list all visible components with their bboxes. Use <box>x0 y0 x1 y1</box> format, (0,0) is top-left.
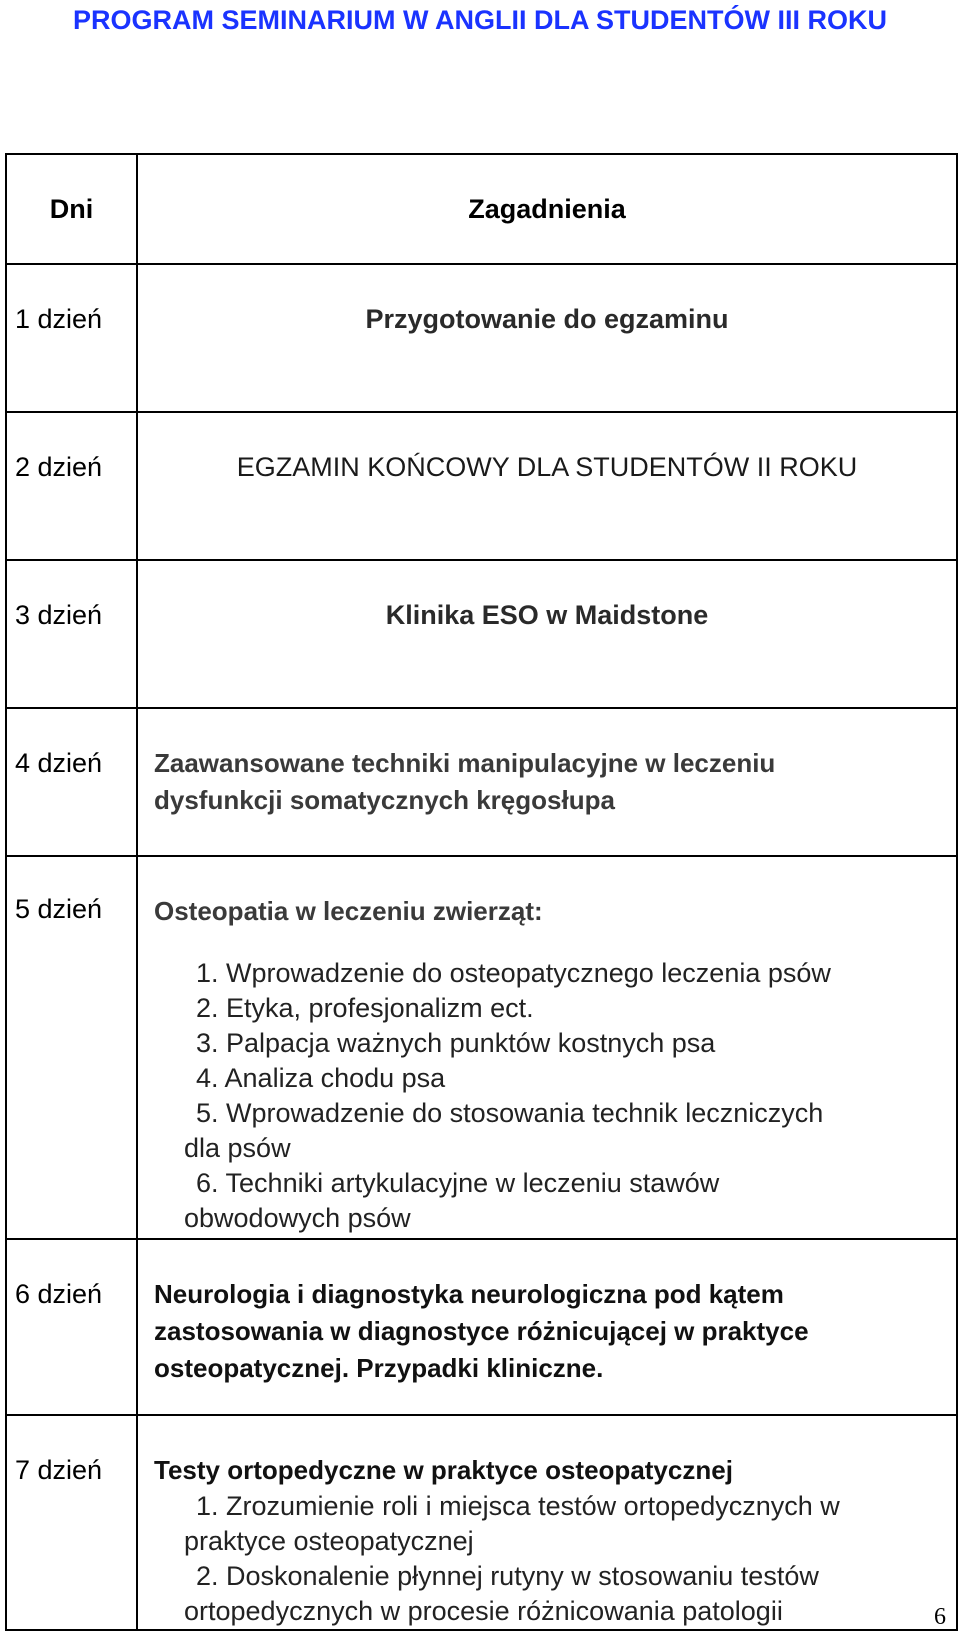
day-cell <box>6 1239 137 1415</box>
topic-list <box>138 956 956 1236</box>
topic-cell <box>137 560 957 708</box>
day-cell <box>6 412 137 560</box>
table-row <box>6 560 957 708</box>
list-item: 4. Analiza chodu psa <box>196 1063 446 1093</box>
day-label: 2 dzień <box>15 452 103 482</box>
header-day <box>6 154 137 264</box>
list-item-continuation: praktyce osteopatycznej <box>184 1526 474 1556</box>
section-heading-text: Testy ortopedyczne w praktyce osteopatycznej <box>154 1455 733 1485</box>
topic-cell <box>137 1239 957 1415</box>
topic-line: zastosowania w diagnostyce różnicującej w praktyce <box>154 1316 809 1346</box>
page-number <box>934 1604 946 1631</box>
day-label: 5 dzień <box>15 894 103 924</box>
list-item: 2. Etyka, profesjonalizm ect. <box>196 993 534 1023</box>
list-item-continuation: dla psów <box>184 1133 291 1163</box>
table-row <box>6 412 957 560</box>
table-row <box>6 856 957 1239</box>
section-heading-text: Osteopatia w leczeniu zwierząt: <box>154 896 543 926</box>
section-heading <box>138 1416 956 1489</box>
header-topic <box>137 154 957 264</box>
day-cell <box>6 264 137 412</box>
topic-line: dysfunkcji somatycznych kręgosłupa <box>154 785 615 815</box>
topic-cell <box>137 708 957 856</box>
topic-line: Neurologia i diagnostyka neurologiczna pod kątem <box>154 1279 784 1309</box>
topic-cell <box>137 264 957 412</box>
day-label: 1 dzień <box>15 304 103 334</box>
topic-cell <box>137 1415 957 1630</box>
day-cell <box>6 708 137 856</box>
topic-cell <box>137 412 957 560</box>
day-cell <box>6 1415 137 1630</box>
header-topic-label: Zagadnienia <box>468 193 626 224</box>
day-label: 4 dzień <box>15 748 103 778</box>
day-label: 6 dzień <box>15 1279 103 1309</box>
schedule-table <box>5 153 958 1631</box>
table-row <box>6 264 957 412</box>
topic-line: osteopatycznej. Przypadki kliniczne. <box>154 1353 604 1383</box>
table-header-row <box>6 154 957 264</box>
list-item-continuation: obwodowych psów <box>184 1203 411 1233</box>
topic-text: EGZAMIN KOŃCOWY DLA STUDENTÓW II ROKU <box>236 452 858 482</box>
topic-line: Zaawansowane techniki manipulacyjne w leczeniu <box>154 748 776 778</box>
table-row <box>6 1239 957 1415</box>
list-item: 1. Wprowadzenie do osteopatycznego leczenia psów <box>196 958 831 988</box>
day-label: 7 dzień <box>15 1455 103 1485</box>
list-item: 6. Techniki artykulacyjne w leczeniu stawów <box>196 1168 720 1198</box>
document-title-text: PROGRAM SEMINARIUM W ANGLII DLA STUDENTÓW III ROKU <box>73 5 887 35</box>
table-row <box>6 1415 957 1630</box>
header-day-label: Dni <box>49 193 94 224</box>
topic-cell <box>137 856 957 1239</box>
day-label: 3 dzień <box>15 600 103 630</box>
table-row <box>6 708 957 856</box>
list-item: 3. Palpacja ważnych punktów kostnych psa <box>196 1028 716 1058</box>
list-item-continuation: ortopedycznych w procesie różnicowania patologii <box>184 1596 783 1626</box>
section-heading <box>138 857 956 930</box>
day-cell <box>6 560 137 708</box>
topic-text: Przygotowanie do egzaminu <box>365 304 729 334</box>
day-cell <box>6 856 137 1239</box>
topic-list <box>138 1489 956 1629</box>
list-item: 5. Wprowadzenie do stosowania technik leczniczych <box>196 1098 824 1128</box>
document-title <box>0 2 960 38</box>
topic-text: Klinika ESO w Maidstone <box>385 600 709 630</box>
list-item: 2. Doskonalenie płynnej rutyny w stosowaniu testów <box>196 1561 819 1591</box>
list-item: 1. Zrozumienie roli i miejsca testów ortopedycznych w <box>196 1491 840 1521</box>
page-number-text: 6 <box>934 1604 946 1630</box>
